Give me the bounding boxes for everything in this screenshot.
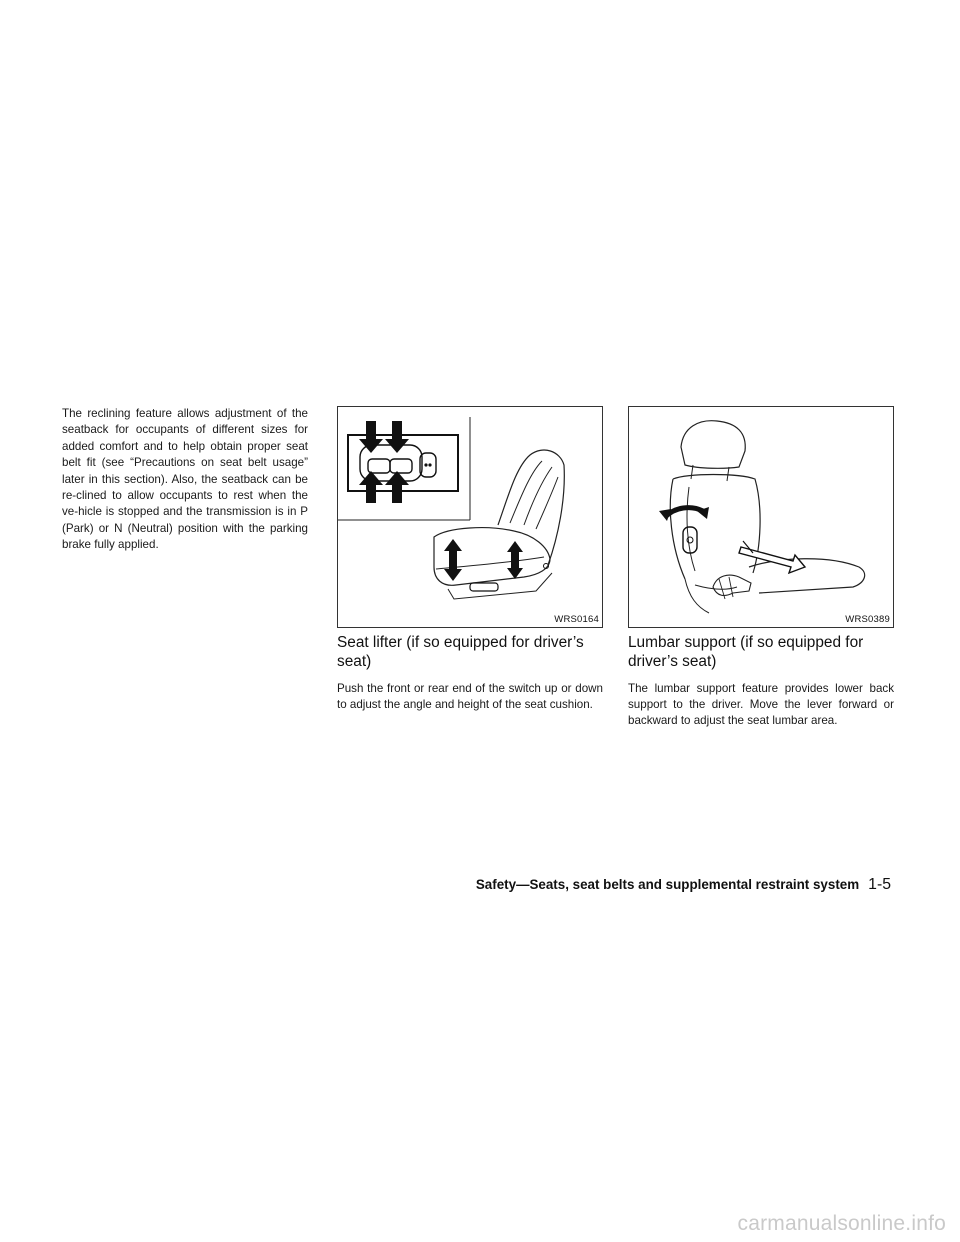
figure-code: WRS0389 bbox=[845, 614, 890, 625]
page-footer bbox=[476, 876, 891, 894]
intro-paragraph: The reclining feature allows adjustment of the seatback for occupants of different sizes for added comfort and to help obtain proper seat belt fit (see “Precautions on seat belt usage” later in this section). Also, the seatback can be re-clined to allow occupants to rest when the ve-hicle is stopped and the transmission is in P (Park) or N (Neutral) position with the parking brake fully applied. bbox=[62, 407, 308, 552]
seat-lifter-figure bbox=[337, 406, 603, 628]
footer-chapter-title: Safety—Seats, seat belts and supplemental restraint system bbox=[475, 877, 860, 892]
section-body-lumbar-support: The lumbar support feature provides lower back support to the driver. Move the lever forward or backward to adjust the seat lumbar area. bbox=[628, 682, 894, 727]
lumbar-support-figure bbox=[628, 406, 894, 628]
section-body-seat-lifter: Push the front or rear end of the switch up or down to adjust the angle and height of the seat cushion. bbox=[337, 682, 603, 711]
figure-code: WRS0164 bbox=[554, 614, 599, 625]
lumbar-support-illustration bbox=[629, 407, 893, 627]
section-heading-seat-lifter: Seat lifter (if so equipped for driver’s seat) bbox=[337, 634, 584, 670]
page-number: 1-5 bbox=[868, 876, 891, 893]
watermark: carmanualsonline.info bbox=[737, 1212, 946, 1235]
seat-lifter-illustration bbox=[338, 407, 602, 627]
section-heading-lumbar-support: Lumbar support (if so equipped for driver’s seat) bbox=[628, 634, 864, 670]
